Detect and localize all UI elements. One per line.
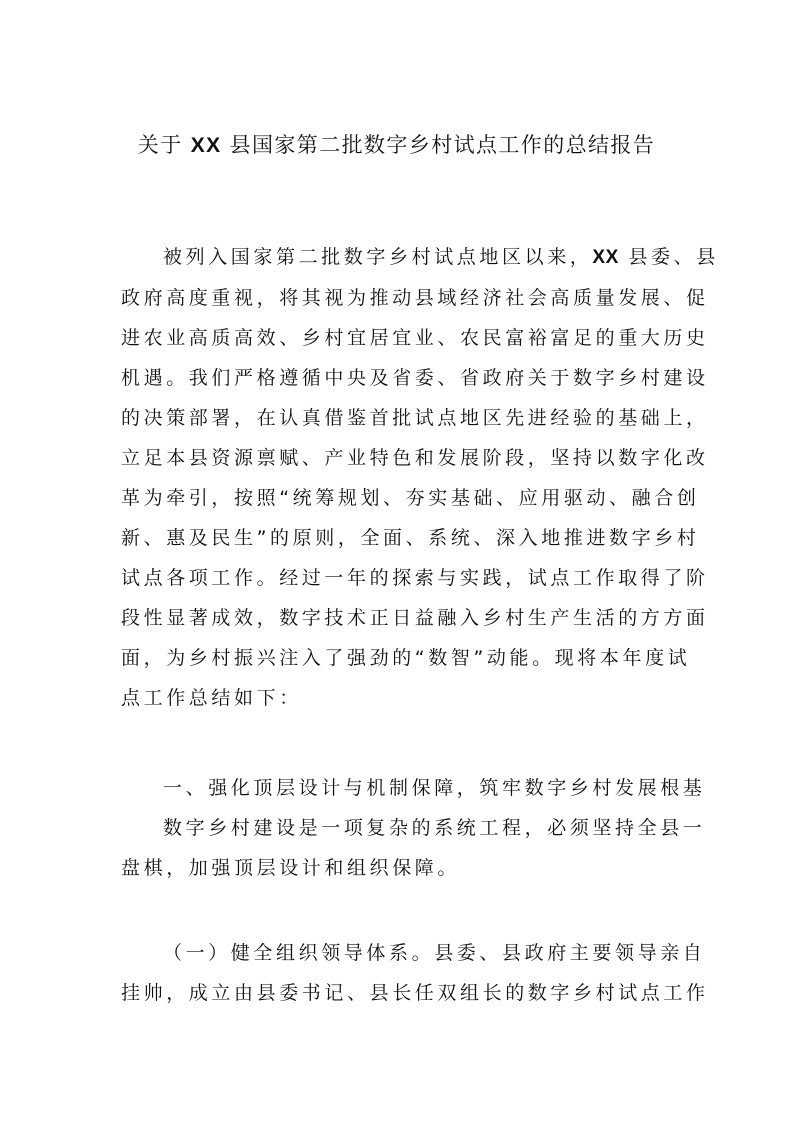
intro-line-5: 的决策部署，在认真借鉴首批试点地区先进经验的基础上， [121,407,709,429]
section-1-line-1: 数字乡村建设是一项复杂的系统工程，必须坚持全县一 [163,817,706,839]
intro-line-1: 被列入国家第二批数字乡村试点地区以来，XX 县委、县 [163,246,719,268]
intro-line-6: 立足本县资源禀赋、产业特色和发展阶段，坚持以数字化改 [121,447,709,469]
intro-line-8: 新、惠及民生”的原则，全面、系统、深入地推进数字乡村 [121,527,700,549]
intro-line-9: 试点各项工作。经过一年的探索与实践，试点工作取得了阶 [121,567,709,589]
subsection-1-line-1: （一）健全组织领导体系。县委、县政府主要领导亲自 [163,942,706,964]
subsection-1 [121,933,709,1013]
title-prefix: 关于 [137,133,191,157]
title-county-placeholder: XX [190,134,222,157]
section-1-line-2: 盘棋，加强顶层设计和组织保障。 [121,857,461,879]
intro-line-11: 面，为乡村振兴注入了强劲的“数智”动能。现将本年度试 [121,647,691,669]
section-1 [121,768,706,888]
intro-line-2: 政府高度重视，将其视为推动县域经济社会高质量发展、促 [121,287,709,309]
subsection-1-line-2: 挂帅，成立由县委书记、县长任双组长的数字乡村试点工作 [121,982,709,1004]
section-1-heading: 一、强化顶层设计与机制保障，筑牢数字乡村发展根基 [163,777,706,799]
intro-paragraph [121,237,719,718]
title-suffix: 县国家第二批数字乡村试点工作的总结报告 [221,133,656,157]
intro-line-7: 革为牵引，按照“统筹规划、夯实基础、应用驱动、融合创 [121,487,700,509]
intro-line-12: 点工作总结如下： [121,687,302,709]
intro-line-10: 段性显著成效，数字技术正日益融入乡村生产生活的方方面 [121,607,709,629]
intro-line-4: 机遇。我们严格遵循中央及省委、省政府关于数字乡村建设 [121,367,709,389]
intro-county-placeholder: XX [592,247,619,268]
intro-line-3: 进农业高质高效、乡村宜居宜业、农民富裕富足的重大历史 [121,327,709,349]
document-title [0,130,793,161]
